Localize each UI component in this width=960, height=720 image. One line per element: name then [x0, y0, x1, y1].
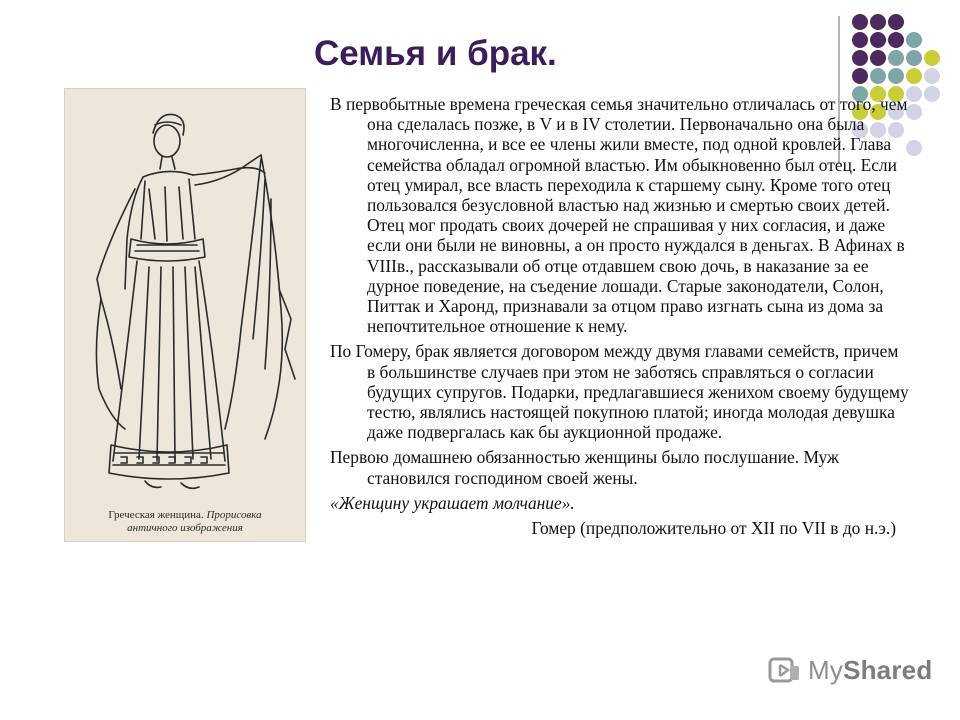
decor-dot	[852, 68, 868, 84]
decor-dot	[852, 14, 868, 30]
quote-author: Гомер (предположительно от XII по VII в до н.э.)	[531, 518, 896, 539]
decor-dot	[906, 68, 922, 84]
figure-caption-line2: античного изображения	[127, 522, 243, 534]
figure-caption-line1: Греческая женщина.	[108, 509, 204, 521]
paragraph-woman-duty: Первою домашнею обязанностью женщины было послушание. Муж становился господином своей жены.	[330, 447, 839, 488]
decor-dot	[870, 14, 886, 30]
myshared-logo-icon	[768, 656, 802, 686]
watermark-brand-bold: Shared	[843, 655, 933, 685]
decor-dot	[870, 68, 886, 84]
quote-silence: «Женщину украшает молчание».	[330, 492, 575, 513]
decor-dot	[888, 32, 904, 48]
decor-dot	[924, 86, 940, 102]
slide-body	[330, 94, 910, 543]
decor-dot	[924, 68, 940, 84]
decor-dot	[906, 50, 922, 66]
decor-dot	[870, 50, 886, 66]
decor-dot	[888, 14, 904, 30]
greek-woman-drawing	[65, 89, 305, 501]
decor-dot	[870, 32, 886, 48]
watermark-brand-light: My	[808, 655, 844, 685]
decor-dot	[906, 32, 922, 48]
figure-caption-italic: Прорисовка	[206, 509, 262, 521]
decor-dot	[924, 50, 940, 66]
slide-title: Семья и брак.	[314, 34, 557, 73]
decor-dot	[888, 68, 904, 84]
decor-dot	[888, 50, 904, 66]
myshared-watermark	[768, 655, 932, 686]
decor-dot	[852, 32, 868, 48]
paragraph-homer-marriage: По Гомеру, брак является договором между двумя главами семейств, причем в большинстве случаев при этом не заботясь справляться о согласии будущих супругов. Подарки, предлагавшиеся женихом своему будущему тестю, являлись настоящей покупною платой; иногда молодая девушка даже подвергалась как бы аукционной продаже.	[330, 341, 909, 443]
paragraph-primitive-family: В первобытные времена греческая семья значительно отличалась от того, чем она сделалась позже, в V и в IV столетии. Первоначально она была многочисленна, и все ее члены жили вместе, под одной кровлей. Глава семейства обладал огромной властью. Им обыкновенно был отец. Если отец умирал, все власть переходила к старшему сыну. Кроме того отец пользовался безусловной властью над жизнью и смертью своих детей. Отец мог продать своих дочерей не спрашивая у них согласия, и даже если они были не виновны, а он просто нуждался в деньгах. В Афинах в VIIIв., рассказывали об отце отдавшем свою дочь, в наказание за ее дурное поведение, на съедение лошади. Старые законодатели, Солон, Питтак и Харонд, признавали за отцом право изгнать сына из дома за непочтительное отношение к нему.	[330, 94, 908, 337]
greek-woman-illustration	[64, 88, 306, 542]
decor-dot	[852, 50, 868, 66]
